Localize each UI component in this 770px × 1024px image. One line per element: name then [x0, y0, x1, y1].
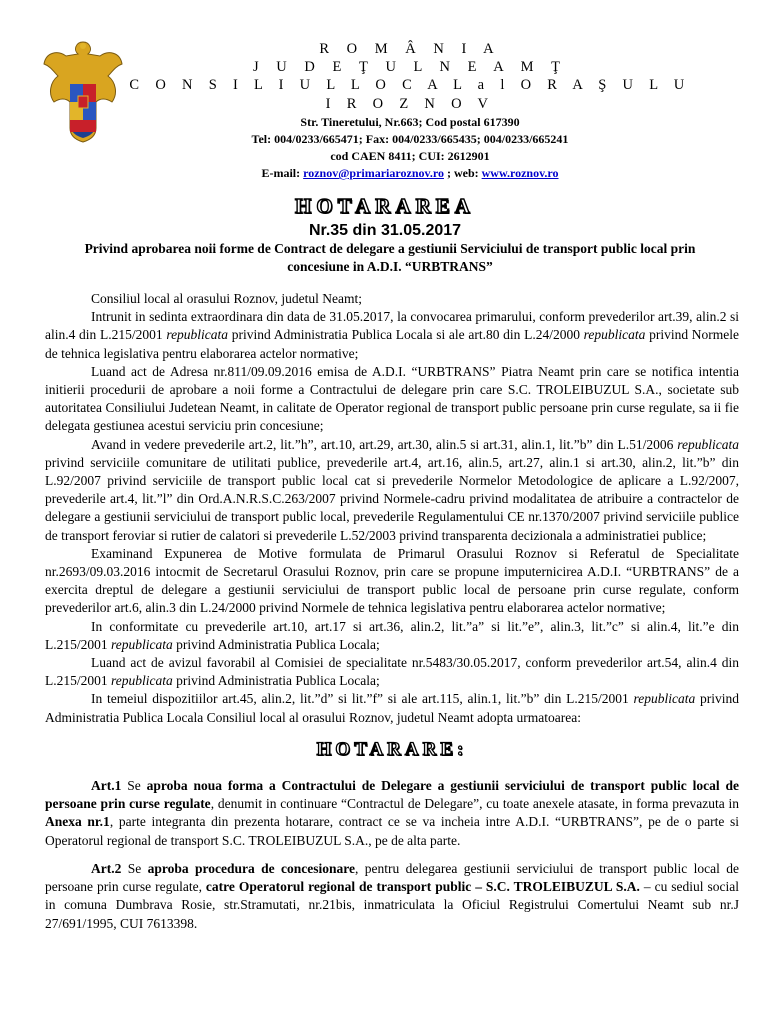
institution-header	[120, 40, 700, 182]
decision-heading: HOTARARE:	[316, 738, 468, 760]
email-link[interactable]: roznov@primariaroznov.ro	[303, 166, 444, 180]
decision-subject: Privind aprobarea noii forme de Contract de delegare a gestiunii Serviciului de transport public local prin concesiune in A.D.I. “URBTRANS”	[84, 241, 696, 274]
codes-line: cod CAEN 8411; CUI: 2612901	[330, 149, 490, 163]
decision-number: Nr.35 din 31.05.2017	[308, 222, 462, 239]
paragraph: In temeiul dispozitiilor art.45, alin.2, lit.”d” si lit.”f” si ale art.115, alin.1, lit.”b” din L.215/2001 republicata privind Administratia Publica Locala Consiliul local al orasului Roznov, judetul Neamt adopta urmatoarea:	[45, 691, 740, 725]
web-link[interactable]: www.roznov.ro	[481, 166, 559, 180]
county-name: J U D E Ţ U L N E A M Ţ	[253, 59, 567, 75]
country-name: R O M Â N I A	[319, 41, 501, 57]
document-body	[45, 290, 739, 933]
paragraph: In conformitate cu prevederile art.10, art.17 si art.36, alin.2, lit.”a” si lit.”e”, alin.3, lit.”c” si alin.4, lit.”e din L.215/2001 republicata privind Administratia Publica Locala;	[45, 618, 739, 652]
address-line: Str. Tineretului, Nr.663; Cod postal 617390	[300, 115, 520, 129]
paragraph: Avand in vedere prevederile art.2, lit.”h”, art.10, art.29, art.30, alin.5 si art.31, alin.1, lit.”b” din L.51/2006 republicata privind serviciile comunitare de utilitati publice, prevederile art.4, art.16, alin.5, art.27, alin.1 si art.30, alin.2, lit.”b” din L.92/2007 privind serviciile de transport public local cat si prevederile Normelor Metodologice de aplicare a L.92/2007, prevederile art.4, lit.”l” din Ord.A.N.R.S.C.263/2007 privind Normele-cadru privind modalitatea de atribuire a contractelor de delegare a gestiunii serviciului de transport public local, prevederile Regulamentului CE nr.1370/2007 privind serviciile publice de transport feroviar si rutier de calatori si prevederile L.52/2003 privind transparenta decizionala a administratiei publice;	[45, 436, 739, 543]
phone-line: Tel: 004/0233/665471; Fax: 004/0233/665435; 004/0233/665241	[251, 132, 569, 146]
document-title: HOTARAREA	[295, 194, 475, 218]
article-1: Art.1 Se aproba noua forma a Contractului de Delegare a gestiunii serviciului de transport public local de persoane prin curse regulate, denumit in continuare “Contractul de Delegare”, cu toate anexele atasate, in forma prevazuta in Anexa nr.1, parte integranta din prezenta hotarare, contract ce se va incheia intre A.D.I. “URBTRANS”, pe de o parte si Operatorul regional de transport S.C. TROLEIBUZUL S.A., pe de alta parte.	[45, 778, 740, 848]
paragraph: Consiliul local al orasului Roznov, judetul Neamt;	[91, 291, 362, 306]
paragraph: Luand act de avizul favorabil al Comisiei de specialitate nr.5483/30.05.2017, conform prevederilor art.54, alin.4 din L.215/2001 republicata privind Administratia Publica Locala;	[45, 655, 739, 689]
paragraph: Luand act de Adresa nr.811/09.09.2016 emisa de A.D.I. “URBTRANS” Piatra Neamt prin care se notifica intentia initierii procedurii de aprobare a noii forme a Contractului de delegare prin care S.C. TROLEIBUZUL S.A., societate sub autoritatea Consiliului Judetean Neamt, in calitate de Operator regional de transport public persoane prin curse regulate, sa ii fie delegata gestiunea acestui serviciu prin concesiune;	[45, 363, 739, 434]
contact-line: E-mail: roznov@primariaroznov.ro ; web: www.roznov.ro	[261, 166, 559, 180]
article-2: Art.2 Se aproba procedura de concesionare, pentru delegarea gestiunii serviciului de transport public local de persoane prin curse regulate, catre Operatorul regional de transport public – S.C. TROLEIBUZUL S.A. – cu sediul social in comuna Dumbrava Rosie, str.Stramutati, nr.21bis, inmatriculata la Oficiul Registrului Comertului Neamt sub nr.J 27/691/1995, CUI 7613398.	[45, 860, 739, 931]
paragraph: Intrunit in sedinta extraordinara din data de 31.05.2017, la convocarea primarului, conform prevederilor art.39, alin.2 si alin.4 din L.215/2001 republicata privind Administratia Publica Locala si ale art.80 din L.24/2000 republicata privind Normele de tehnica legislativa pentru elaborarea actelor normative;	[45, 309, 739, 361]
council-name: C O N S I L I U L L O C A L a l O R A Ş U L U I R O Z N O V	[129, 77, 691, 112]
paragraph: Examinand Expunerea de Motive formulata de Primarul Orasului Roznov si Referatul de Specialitate nr.2693/09.03.2016 intocmit de Secretarul Orasului Roznov, prin care se propune imputernicirea A.D.I. “URBTRANS” de a exercita dreptul de delegare a gestiunii serviciului de transport public local de persoane prin curse regulate, conform prevederilor art.6, alin.3 din L.24/2000 privind Normele de tehnica legislativa pentru elaborarea actelor normative;	[45, 545, 739, 616]
romania-coat-of-arms	[40, 36, 126, 144]
